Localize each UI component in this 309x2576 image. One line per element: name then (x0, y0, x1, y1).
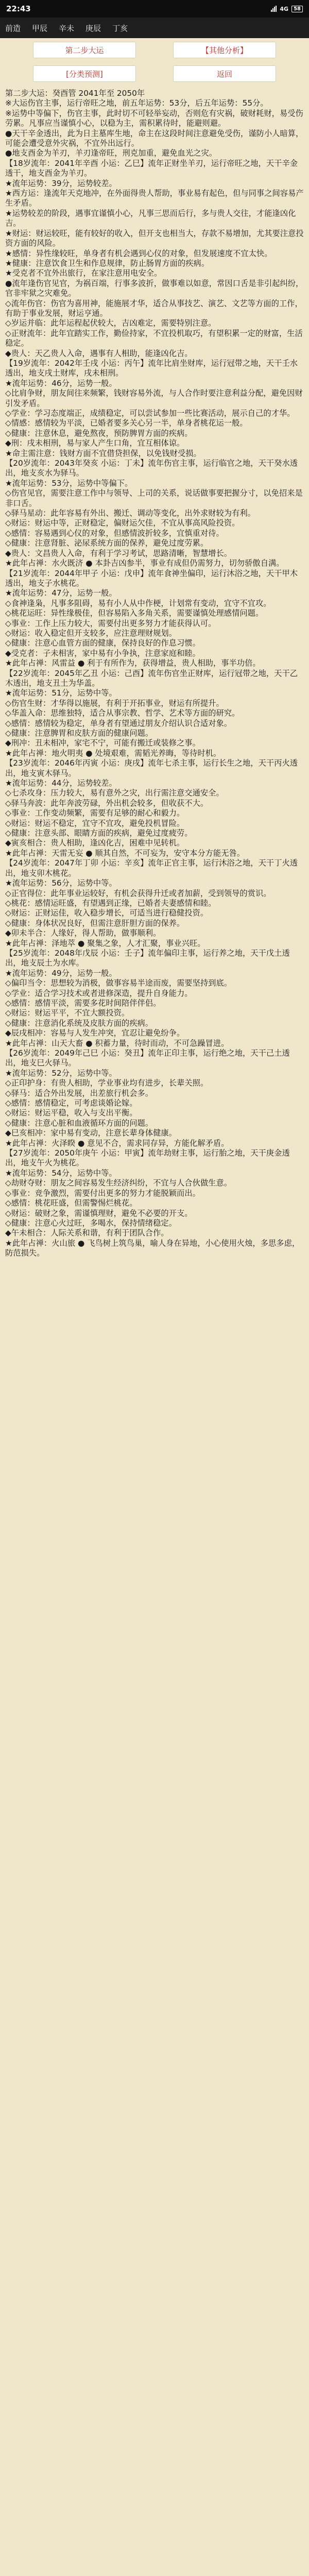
analysis-paragraph: ◇健康：注意休息，避免熬夜，预防脾胃方面的疾病。 (5, 428, 193, 438)
analysis-paragraph: ◇财运：收入稳定但开支较多，应注意理财规划。 (5, 628, 177, 638)
analysis-paragraph: ★流年运势：46分，运势一般。 (5, 378, 117, 388)
analysis-paragraph: ◇驿马星动：此年容易有外出、搬迁、调动等变化，出外求财较为有利。 (5, 509, 255, 518)
analysis-paragraph: ★流年运势：39分，运势较差。 (5, 178, 117, 188)
analysis-paragraph: ◇学业：适合学习技术或者进修深造，提升自身能力。 (5, 988, 193, 998)
analysis-paragraph: ◇伤官生财：才华得以施展，有利于开拓事业，财运有所提升。 (5, 698, 224, 708)
analysis-paragraph: ◆寅亥相合：贵人相助，逢凶化吉，困难中见转机。 (5, 838, 185, 848)
analysis-paragraph: ◇健康：注意消化系统及皮肤方面的疾病。 (5, 1018, 153, 1028)
analysis-paragraph: ◇学业：学习态度端正，成绩稳定，可以尝试参加一些比赛活动，展示自己的才华。 (5, 409, 295, 418)
tab-2[interactable]: 辛未 (59, 23, 75, 33)
pillars-tab-bar (0, 18, 309, 38)
analysis-paragraph: ◇感情：感情稳定，可考虑谈婚论嫁。 (5, 1098, 138, 1108)
network-label: 4G (280, 5, 289, 12)
analysis-paragraph: ◇感情：容易遇到心仪的对象，但感情波折较多，宜慎重对待。 (5, 528, 224, 538)
analysis-paragraph: ◇健康：注意肾脏、泌尿系统方面的保养，避免过度劳累。 (5, 538, 209, 548)
analysis-paragraph: ★流年运势：44分，运势较差。 (5, 778, 117, 788)
analysis-paragraph: ●流年逢伤官见官，为祸百端，行事多波折，做事难以如意，常因口舌是非引起纠纷，官非牢狱之灾难免。 (5, 278, 304, 298)
analysis-paragraph: ◇驿马：适合外出发展，出差旅行机会多。 (5, 1088, 153, 1098)
analysis-paragraph: ★流年运势：47分，运势一般。 (5, 588, 117, 598)
analysis-paragraph: ◇华盖入命：思维独特，适合从事宗教、哲学、艺术等方面的研究。 (5, 708, 240, 718)
analysis-paragraph: ●天干辛金透出，此为日主墓库生地，命主在这段时间注意避免受伤，谨防小人暗算，可能会遭受意外灾祸，不宜外出远行。 (5, 128, 304, 148)
analysis-paragraph: ★财运：财运较旺，能有较好的收入，但开支也相当大，存款不易增加，尤其要注意投资方面的风险。 (5, 228, 304, 248)
analysis-paragraph: ★流年运势：56分，运势中等。 (5, 878, 117, 888)
analysis-paragraph: ★此年占禅：水火既济 ● 本卦吉凶参半，事业有成但仍需努力，切勿骄傲自满。 (5, 558, 284, 568)
analysis-paragraph: ◇食神逢枭，凡事多阻碍，易有小人从中作梗，计划常有变动，宜守不宜攻。 (5, 598, 271, 608)
analysis-paragraph: 【19岁流年：2042年壬戌 小运：丙午】流年比肩坐财库，运行冠带之地，天干壬水透出，地支戌土财库，戌未相刑。 (5, 358, 298, 378)
analysis-paragraph: ◇流年伤官：伤官为喜用神，能施展才华，适合从事技艺、演艺、文艺等方面的工作，有助于事业发展，财运亨通。 (5, 298, 303, 318)
tab-3[interactable]: 庚辰 (85, 23, 101, 33)
analysis-paragraph: ◇桃花运旺：异性缘极佳，但容易陷入多角关系，需要谨慎处理感情问题。 (5, 608, 264, 618)
analysis-paragraph: ★健康：注意饮食卫生和作息规律，防止肠胃方面的疾病。 (5, 258, 210, 268)
analysis-paragraph: ※大运伤官主事，运行帝旺之地，前五年运势：53分，后五年运势：55分。 (5, 98, 268, 108)
analysis-paragraph: ◇健康：注意心火过旺，多喝水，保持情绪稳定。 (5, 1218, 177, 1228)
analysis-paragraph: ★流年运势：51分，运势中等。 (5, 688, 117, 698)
analysis-paragraph: ◇财运：财运不稳定，宜守不宜攻，避免投机冒险。 (5, 818, 185, 828)
analysis-paragraph: ◇感情：感情较为稳定，单身者有望通过朋友介绍认识合适对象。 (5, 718, 232, 728)
analysis-paragraph: 【25岁流年：2048年戊辰 小运：壬子】流年偏印主事，运行养之地，天干戊土透出，地支辰土为水库。 (5, 948, 290, 968)
analysis-paragraph: ◇事业：工作上压力较大，需要付出更多努力才能获得认可。 (5, 618, 216, 628)
category-predict-button[interactable]: [分类预测] (33, 65, 136, 82)
tab-0[interactable]: 前造 (5, 23, 21, 33)
analysis-paragraph: ※运势中等偏下，伤官主事，此时切不可轻举妄动，否则危有灾祸，破财耗财，易受伤劳累。凡事应当谨慎小心，以稳为主，需积累待时，能避则避。 (5, 108, 303, 128)
analysis-paragraph: ★此年占禅：地火明夷 ● 处境艰难，需韬光养晦，等待时机。 (5, 748, 221, 758)
analysis-paragraph: ★此年占禅：火泽睽 ● 意见不合，需求同存异，方能化解矛盾。 (5, 1138, 229, 1148)
analysis-paragraph: ★此年占禅：风雷益 ● 利于有所作为，获得增益，贵人相助，事半功倍。 (5, 658, 261, 668)
analysis-paragraph: ◆贵人：文昌贵人入命，有利于学习考试，思路清晰，智慧增长。 (5, 548, 232, 558)
analysis-paragraph: ◆刑冲：丑未相冲，家宅不宁，可能有搬迁或装修之事。 (5, 738, 200, 748)
analysis-paragraph: ◇正印护身：有贵人相助，学业事业均有进步，长辈关照。 (5, 1078, 209, 1088)
analysis-paragraph: ◇岁运并临：此年运程起伏较大，吉凶难定，需要特别注意。 (5, 318, 216, 328)
analysis-paragraph: ★此年占禅：天雷无妄 ● 顺其自然，不可妄为，安守本分方能无咎。 (5, 848, 245, 858)
analysis-paragraph: ◇健康：身体状况良好，但需注意肝胆方面的保养。 (5, 918, 185, 928)
analysis-paragraph: ◇健康：注意心脏和血液循环方面的问题。 (5, 1118, 153, 1128)
analysis-paragraph: ◇正财流年：此年宜踏实工作，勤俭持家，不宜投机取巧，有望积累一定的财富，生活稳定。 (5, 328, 303, 348)
nav-row-bottom (0, 62, 309, 86)
analysis-paragraph: ◆受克者：子未相害，家中易有小争执，注意家庭和睦。 (5, 648, 200, 658)
back-button[interactable]: 返回 (173, 65, 276, 82)
analysis-paragraph: ◆午未相合：人际关系和谐，有利于团队合作。 (5, 1228, 169, 1238)
analysis-paragraph: ◆辰戌相冲：容易与人发生冲突，宜忍让避免纷争。 (5, 1028, 185, 1038)
analysis-paragraph: ◇驿马奔波：此年奔波劳碌，外出机会较多，但收获不大。 (5, 798, 209, 808)
analysis-paragraph: 【24岁流年：2047年丁卯 小运：辛亥】流年正官主事，运行沐浴之地，天干丁火透出，地支卯木桃花。 (5, 858, 298, 878)
analysis-paragraph: ◇事业：工作变动频繁，需要有足够的耐心和毅力。 (5, 808, 185, 818)
analysis-paragraph: ★受克者不宜外出旅行，在家注意用电安全。 (5, 268, 162, 278)
status-time: 22:43 (6, 4, 31, 13)
analysis-paragraph: ◇劫财夺财：朋友之间容易发生经济纠纷，不宜与人合伙做生意。 (5, 1178, 232, 1188)
battery-icon: 58 (291, 6, 303, 12)
analysis-paragraph: 【18岁流年：2041年辛酉 小运：乙巳】流年正财坐羊刃，运行帝旺之地，天干辛金透干，地支酉金为羊刃。 (5, 158, 298, 178)
analysis-paragraph: ◆卯未半合：人缘好，得人帮助，做事顺利。 (5, 928, 161, 938)
analysis-paragraph: ★流年运势：52分，运势中等。 (5, 1068, 117, 1078)
analysis-paragraph: 【23岁流年：2046年丙寅 小运：庚戌】流年七杀主事，运行长生之地，天干丙火透出，地支寅木驿马。 (5, 758, 298, 778)
analysis-paragraph: ◇健康：注意头部、眼睛方面的疾病，避免过度疲劳。 (5, 828, 193, 838)
analysis-paragraph: ◇财运：财运平稳，收入与支出平衡。 (5, 1108, 138, 1118)
analysis-paragraph: ◇财运：正财运佳，收入稳步增长，可适当进行稳健投资。 (5, 908, 209, 918)
tab-1[interactable]: 甲辰 (32, 23, 48, 33)
analysis-paragraph: ◇事业：竞争激烈，需要付出更多的努力才能脱颖而出。 (5, 1188, 200, 1198)
analysis-paragraph: ★此年占禅：泽地萃 ● 聚集之象，人才汇聚，事业兴旺。 (5, 938, 205, 948)
analysis-paragraph: 【22岁流年：2045年乙丑 小运：己酉】流年伤官坐正财库，运行冠带之地，天干乙木透出，地支丑土为华盖。 (5, 668, 298, 688)
analysis-paragraph: 【20岁流年：2043年癸亥 小运：丁未】流年伤官主事，运行临官之地，天干癸水透出，地支亥水为驿马。 (5, 459, 298, 478)
analysis-paragraph: ★运势较差的阶段，遇事宜谨慎小心，凡事三思而后行，多与贵人交往，才能逢凶化吉。 (5, 208, 296, 228)
analysis-paragraph: ◇比肩争财，朋友间往来频繁，钱财容易外流，与人合作时要注意利益分配，避免因财引发矛盾。 (5, 388, 303, 408)
analysis-paragraph: ◇正官得位：此年事业运较好，有机会获得升迁或者加薪，受到领导的赏识。 (5, 888, 271, 898)
tab-4[interactable]: 丁亥 (112, 23, 128, 33)
analysis-paragraph: ◇桃花：感情运旺盛，有望遇到正缘，已婚者夫妻感情和睦。 (5, 898, 216, 908)
analysis-paragraph: ◆贵人：天乙贵人入命，遇事有人相助，能逢凶化吉。 (5, 348, 193, 358)
analysis-paragraph: ◇偏印当令：思想较为消极，做事容易半途而废，需要坚持到底。 (5, 978, 232, 988)
analysis-paragraph: ◇七杀攻身：压力较大，易有意外之灾，出行需注意交通安全。 (5, 788, 224, 798)
analysis-paragraph: 第二步大运：癸酉管 2041年至 2050年 (5, 89, 145, 98)
analysis-paragraph: ◇财运：破财之象，需谨慎理财，避免不必要的开支。 (5, 1208, 193, 1218)
analysis-paragraph: 【26岁流年：2049年己巳 小运：癸丑】流年正印主事，运行绝之地，天干己土透出，地支巳火驿马。 (5, 1048, 290, 1068)
status-bar (0, 0, 309, 18)
analysis-paragraph: ★西方运：逢流年天克地冲，在外面得贵人帮助，事业易有起色，但与同事之间容易产生矛盾。 (5, 189, 304, 208)
analysis-paragraph: ★流年运势：54分，运势中等。 (5, 1168, 117, 1178)
analysis-content (0, 86, 309, 1259)
analysis-paragraph: ★此年占禅：山天大畜 ● 积蓄力量，待时而动，不可急躁冒进。 (5, 1038, 229, 1048)
nav-row-top (0, 38, 309, 62)
analysis-paragraph: 【21岁流年：2044年甲子 小运：戊申】流年食神坐偏印，运行沐浴之地，天干甲木透出，地支子水桃花。 (5, 568, 298, 588)
analysis-paragraph: ◇健康：注意脾胃和皮肤方面的健康问题。 (5, 728, 153, 738)
other-analysis-button[interactable]: 【其他分析】 (173, 42, 276, 58)
analysis-paragraph: ★流年运势：53分，运势中等偏下。 (5, 478, 133, 488)
analysis-paragraph: ◇健康：注意心血管方面的健康，保持良好的作息习惯。 (5, 638, 200, 648)
analysis-paragraph: ◇财运：财运平平，不宜大额投资。 (5, 1008, 130, 1018)
analysis-paragraph: ◆巳亥相冲：家中易有变动，注意长辈身体健康。 (5, 1128, 177, 1138)
analysis-paragraph: ●地支酉金为羊刃，羊刃逢帝旺，刑克加重，避免血光之灾。 (5, 148, 217, 158)
analysis-paragraph: ★命主需注意：钱财方面不宜借贷担保，以免钱财受损。 (5, 448, 201, 458)
analysis-paragraph: ★此年占禅：火山旅 ● 飞鸟树上筑鸟巢，喻人身在异地，小心使用火烛，多思多虑，防范损失。 (5, 1238, 300, 1258)
prev-luck-button[interactable]: 第二步大运 (33, 42, 136, 58)
analysis-paragraph: ◇感情：感情平淡，需要多花时间陪伴伴侣。 (5, 998, 161, 1008)
analysis-paragraph: 【27岁流年：2050年庚午 小运：甲寅】流年劫财主事，运行胎之地，天干庚金透出，地支午火为桃花。 (5, 1148, 290, 1168)
status-icons (271, 6, 303, 12)
signal-icon (271, 6, 277, 12)
analysis-paragraph: ◇感情：桃花旺盛，但需警惕烂桃花。 (5, 1198, 138, 1208)
analysis-paragraph: ★感情：异性缘较旺，单身者有机会遇到心仪的对象，但发展速度不宜太快。 (5, 248, 272, 258)
analysis-paragraph: ◇财运：财运中等，正财稳定，偏财运欠佳，不宜从事高风险投资。 (5, 518, 240, 528)
analysis-paragraph: ◇伤官见官，需要注意工作中与领导、上司的关系，说话做事要把握分寸，以免招来是非口舌。 (5, 488, 303, 508)
analysis-paragraph: ★流年运势：49分，运势一般。 (5, 968, 117, 978)
analysis-paragraph: ◆刑：戌未相刑，易与家人产生口角，宜互相体谅。 (5, 438, 185, 448)
analysis-paragraph: ◇情感：感情较为平淡，已婚者要多关心另一半，单身者桃花运一般。 (5, 418, 248, 428)
